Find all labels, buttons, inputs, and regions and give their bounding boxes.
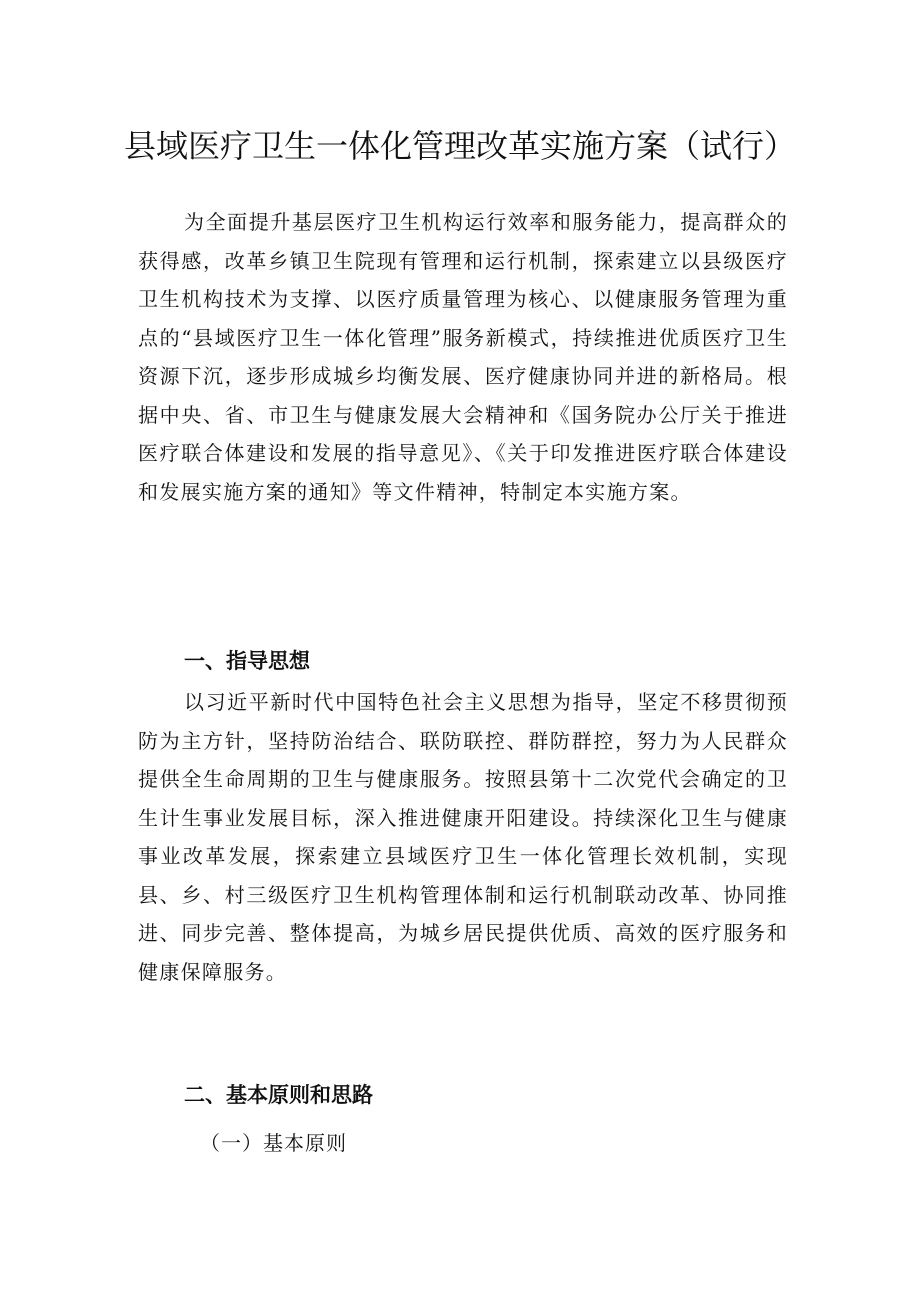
intro-paragraph: 为全面提升基层医疗卫生机构运行效率和服务能力，提高群众的获得感，改革乡镇卫生院现有管理和运行机制，探索建立以县级医疗卫生机构技术为支撑、以医疗质量管理为核心、以健康服务管理为重点的“县域医疗卫生一体化管理”服务新模式，持续推进优质医疗卫生资源下沉，逐步形成城乡均衡发展、医疗健康协同并进的新格局。根据中央、省、市卫生与健康发展大会精神和《国务院办公厅关于推进医疗联合体建设和发展的指导意见》、《关于印发推进医疗联合体建设和发展实施方案的通知》等文件精神，特制定本实施方案。	[138, 210, 788, 504]
guiding-ideology-paragraph: 以习近平新时代中国特色社会主义思想为指导，坚定不移贯彻预防为主方针，坚持防治结合、联防联控、群防群控，努力为人民群众提供全生命周期的卫生与健康服务。按照县第十二次党代会确定的卫生计生事业发展目标，深入推进健康开阳建设。持续深化卫生与健康事业改革发展，探索建立县域医疗卫生一体化管理长效机制，实现县、乡、村三级医疗卫生机构管理体制和运行机制联动改革、协同推进、同步完善、整体提高，为城乡居民提供优质、高效的医疗服务和健康保障服务。	[138, 690, 788, 984]
document-title: 县域医疗卫生一体化管理改革实施方案（试行）	[123, 127, 796, 165]
section-heading-guiding-ideology: 一、指导思想	[184, 649, 310, 673]
subsection-heading-basic-principles: （一）基本原则	[200, 1131, 347, 1155]
section-heading-principles: 二、基本原则和思路	[184, 1083, 373, 1107]
